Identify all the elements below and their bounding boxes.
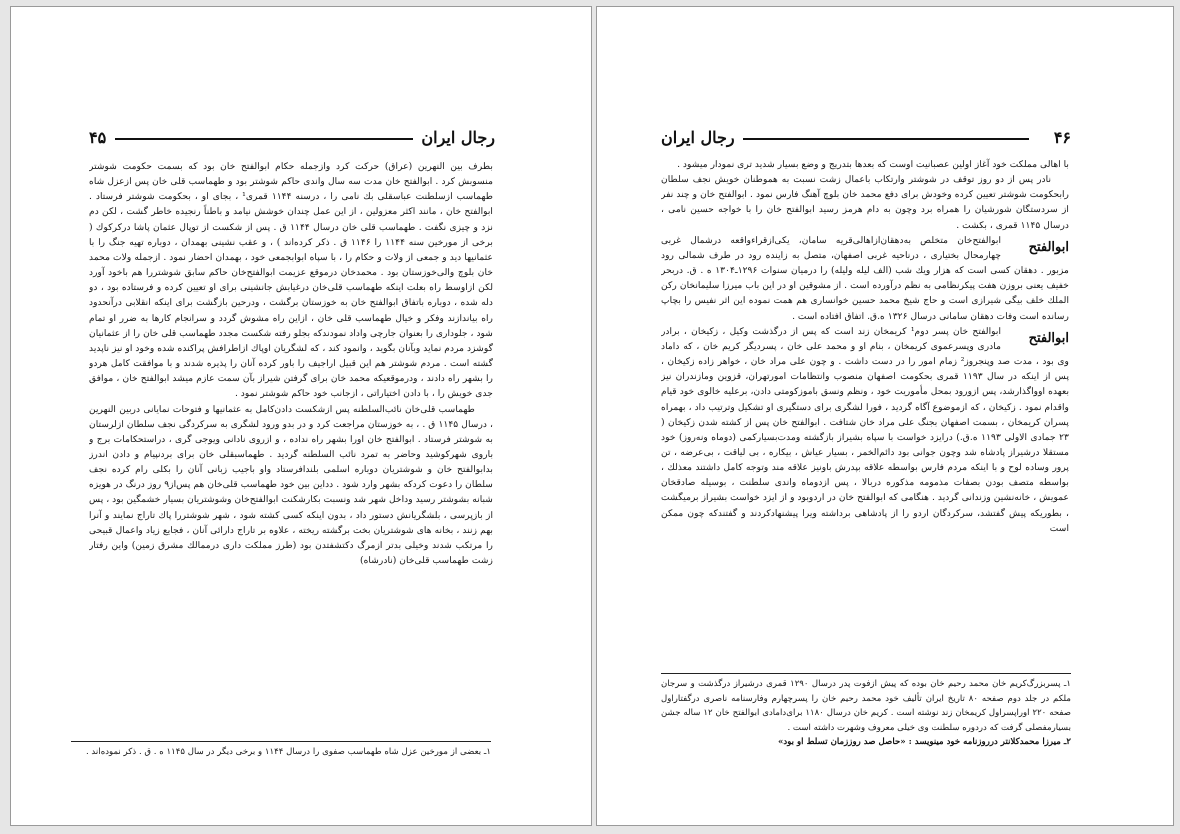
paragraph: بطرف بين النهرين (عراق) حرکت کرد وازجمله حکام ابوالفتح خان بود که بسمت حکومت شوشتر منسوبش کرد . ابوالفتح خان مدت سه سال واندی حاکم شوشتر بود و طهماسب قلی خان پس ازعزل شاه طهماسب ازسلطنت عباسقلی بك نامی را ، درسنه ۱۱۴۴ قمری¹ ، بجای او ، بحکومت شوشتر فرستاد . ابوالفتح خان ، مانند اکثر معزولین ، از این عمل چندان خوشش نیامد و باطناً رنجیده خاطر گشت ، لکن دم نزد و چیزی نگفت . طهماسب قلی خان درسال ۱۱۴۴ ق . پس از شکست از توپال عثمان پاشا درکرکوك ( برخی از مورخین سنه ۱۱۴۴ را ۱۱۴۶ ق . ذکر کرده‌اند ) ، و عقب نشینی بهمدان ، دوباره تهیه جنگ را با عثمانیها دید و جمعی از ولات و حکام را ، با سپاه ابوابجمعی خود ، بهمدان احضار نمود . ازجمله ولات محمد خان بلوچ والی‌خوزستان بود . محمدخان درموقع عزیمت ابوالفتح‌خان حاکم سابق شوشتررا هم باخود آورد لکن ازاوسط راه بعلت اینکه طهماسب قلی‌خان درغیابش جانشینی برای او تعیین کرده و فرستاده بود ، دو دله شده ، دوباره باتفاق ابوالفتح خان به خوزستان برگشت ، ودرحین بازگشت برای اینکه انقلابی درآنحدود راه بیاندازند وفکر و خیال طهماسب قلی خان ، ازاین راه مشوش گردد و سرانجام کارها به ضرر او تمام شود ، جلوداری را بعنوان جارچی واداد نمودندکه بجلو رفته شکست مجدد طهماسب قلی خان را از عثمانیان گوشزد مردم نماید وبآنان بگوید ، وانمود کند ، که لشگریان اوپاك ازاطرافش پراکنده شده وخود او نیز ناپدید گشته است . مردم شوشتر هم این قبیل اراجیف را باور کرده آنان را پذیره شدند و با موافقت کامل هردو را بشهر راه دادند ، ودرموقعیکه محمد خان برای گرفتن شیراز بآن سمت عازم میشد ابوالفتح خان ، موافق جدی خویش را ، با دادن اختیاراتی ، ازجانب خود حاکم شوشتر نمود . bbox=[89, 161, 493, 400]
page-number: ۴۶ bbox=[1053, 128, 1071, 147]
page-45 bbox=[10, 6, 592, 826]
footnote: ۱ـ پسربزرگ‌کریم خان محمد رحیم خان بوده که پیش ازفوت پدر درسال ۱۲۹۰ قمری درشیراز درگذشت و سرجان ملکم در جلد دوم صفحه ۸۰ تاریخ ایران تألیف خود محمد رحیم خان را پسرچهارم وفارسنامه ناصری درگفتاراول صفحه ۲۲۰ اوراپسراول کریمخان زند نوشته است . کریم خان درسال ۱۱۸۰ برای‌دامادی ابوالفتح خان ۱۲ ساله جشن بسیارمفصلی گرفت که دردوره سلطنت وی خیلی معروف وشهرت داشته است . bbox=[661, 679, 1072, 733]
section-text: ابوالفتح خان پسر دوم¹ کریمخان زند است که پس از درگذشت وکیل ، زکیخان ، برادر مادری وپسرعموی کریمخان ، بنام او و محمد علی خان ، پسردیگر کریم خان ، که داماد وی بود ، مدت صد وپنجروز² زمام امور را در دست داشت . و چون علی مراد خان ، خواهر زاده زکیخان ، پس از اینکه در سال ۱۱۹۳ قمری بحکومت اصفهان منصوب وانتظامات امورتهران، قزوین ومازندران نیز بعهده اوواگذارشد، پس ازورود بمحل مأموریت خود ، ونظم ونسق باموزکومتی دادن، برعلیه خالوی خود قیام واقدام نمود . زکیخان ، که ازموضوع آگاه گردید ، فورا لشگری برای دستگیری او تشکیل وترتیب داد ، بهمراه پسران کریمخان ، بسمت اصفهان بجنگ علی مراد خان شتافت . ابوالفتح خان پس از کشته شدن زکیخان ( ۲۳ جمادی الاولی ۱۱۹۳ ه.ق.) درایزد خواست با سپاه بشیراز بازگشته ومدت‌بسیارکمی (دوماه ونه‌روز) خود مستقلا درشیراز پادشاه شد وچون جوانی بود دائم‌الخمر ، بسیار عیاش ، بیکاره ، بی لیاقت ، بی‌عرضه ، تن پرور وساده لوح و با اینکه مردم فارس بواسطه علاقه بپدرش باونیز علاقه مند وتوجه کامل داشتند معذلك ، بواسطه متصف بودن بصفات مذمومه مذکوره دربالا ، پس ازدوماه واندی سلطنت ، بوسیله صادقخان عمویش ، خانه‌نشین وزندانی گردید . هنگامی که ابوالفتح خان در اردوبود و از ایزد خواست بشیراز برمیگشت ، بطوریکه پیش گفتشد، سرکردگان اردو را از پادشاهی برداشته ویرا پیشنهادکردند و گفتندکه چون ممکن است bbox=[661, 325, 1069, 534]
section-text: ابوالفتح‌خان متخلص به‌دهقان‌ازاهالی‌قریه سامان، یکی‌ازقراءواقعه درشمال غربی چهارمحال بختیاری ، درناحیه غربی اصفهان، متصل به زاینده رود در طرف شمالی رود مزبور . دهقان کسی است که هزار ویك شب (الف لیله ولیله) را درمیان سنوات ۱۲۹۶ـ۱۳۰۴ ه . ق. دربحر خفیف یعنی بروزن هفت پیکرنظامی به نظم درآورده است . از مشوقین او در این باب میرزا سلیمانخان رکن الملك خلف بیگی شیرازی است و حاج شیخ محمد حسین خوانساری هم همت نموده این اثر نفیس را بچاپ رسانده است وفات دهقان سامانی درسال ۱۳۲۶ ه.ق. اتفاق افتاده است . bbox=[661, 234, 1069, 322]
body-text bbox=[661, 157, 1069, 673]
running-header bbox=[661, 125, 1071, 153]
page-number: ۴۵ bbox=[89, 128, 107, 147]
footnotes bbox=[73, 745, 491, 760]
header-rule bbox=[743, 138, 1029, 140]
footnote-rule bbox=[71, 741, 491, 742]
running-title: رجال ایران bbox=[661, 128, 735, 147]
footnote-rule bbox=[661, 673, 1071, 674]
footnotes bbox=[661, 677, 1071, 750]
paragraph: طهماسب قلی‌خان نائب‌السلطنه پس ازشکست دادن‌کامل به عثمانیها و فتوحات نمایانی دربین النهرین ، درسال ۱۱۴۵ ق . ، به خوزستان مراجعت کرد و در بدو ورود لشگری به سرکردگی نجف سلطان ازلرستان به شوشتر فرستاد . ابوالفتح خان اورا بشهر راه نداده ، و ازروی نادانی ویوجی گری ، دراستحکامات برج و باروی شهرکوشید وحاضر به تمرد نائب السلطنه گردید . طهماسبقلی خان برای بردنپیام و دادن اندرز بدابوالفتح خان و شوشتریان دوباره اسلمی بلندافرستاد واو باجیب زبانی آنان را بکلی رام کرده نجف سلطان را دعوت کردکه بشهر وارد شود . دداین بین خود طهماسب قلی‌خان هم پس‌از۹ روز درنگ در هویزه شبانه بشوشتر رسید وداخل شهر شد ونسبت بکارشکنت ابوالفتح‌خان وشوشتریان بسیار خشمگین بود ، پس از بازپرسی ، بلشگریانش دستور داد ، بدون اینکه کسی کشته شود ، شهر شوشتررا پاك تاراج نمایند و آنرا بهم زنند ، بخانه های شوشتریان بخت برگشته ریخته ، علاوه بر تاراج دارائی آنان ، فجایع زیاد واعمال قبیحی را مرتکب شدند وخیلی بدتر ازمرگ دکتشفتدن بود (طرز مملکت داری درممالك مشرق زمین) واین رفتار زشت طهماسب قلی‌خان (نادرشاه) bbox=[89, 403, 493, 567]
running-header bbox=[89, 125, 495, 153]
body-text bbox=[89, 159, 493, 737]
running-title: رجال ایران bbox=[421, 128, 495, 147]
section-heading: ابوالفتح bbox=[1028, 239, 1069, 255]
section-abolfath-dehghan bbox=[661, 233, 1069, 324]
section-abolfath-zand bbox=[661, 324, 1069, 536]
page-46 bbox=[596, 6, 1174, 826]
paragraph: با اهالی مملکت خود آغاز اولین عصبانیت اوست که بعدها بتدریج و وضع بسیار شدید تری نمودار میشود . bbox=[677, 159, 1069, 170]
paragraph: نادر پس از دو روز توقف در شوشتر وارتکاب باعمال زشت نسبت به هموطنان خویش نجف سلطان رابحکومت شوشتر تعیین کرده وخودش برای دفع محمد خان بلوچ آهنگ فارس نمود . ابوالفتح خان و چند نفر از سردستگان شورشیان را همراه برد وچون به دام هرمز رسید ابوالفتح خان را با خواجه حسین نامی ، درسال ۱۱۴۵ قمری ، بکشت . bbox=[661, 174, 1069, 231]
section-heading: ابوالفتح bbox=[1028, 330, 1069, 346]
footnote: ۱ـ بعضی از مورخین عزل شاه طهماسب صفوی را درسال ۱۱۴۴ و برخی دیگر در سال ۱۱۴۵ ه . ق . ذکر نموده‌اند . bbox=[85, 747, 491, 757]
header-rule bbox=[115, 138, 413, 140]
footnote: ۲ـ میرزا محمدکلانتر درروزنامه خود مینویسد : «حاصل صد روززمان تسلط او بود» bbox=[778, 737, 1071, 748]
